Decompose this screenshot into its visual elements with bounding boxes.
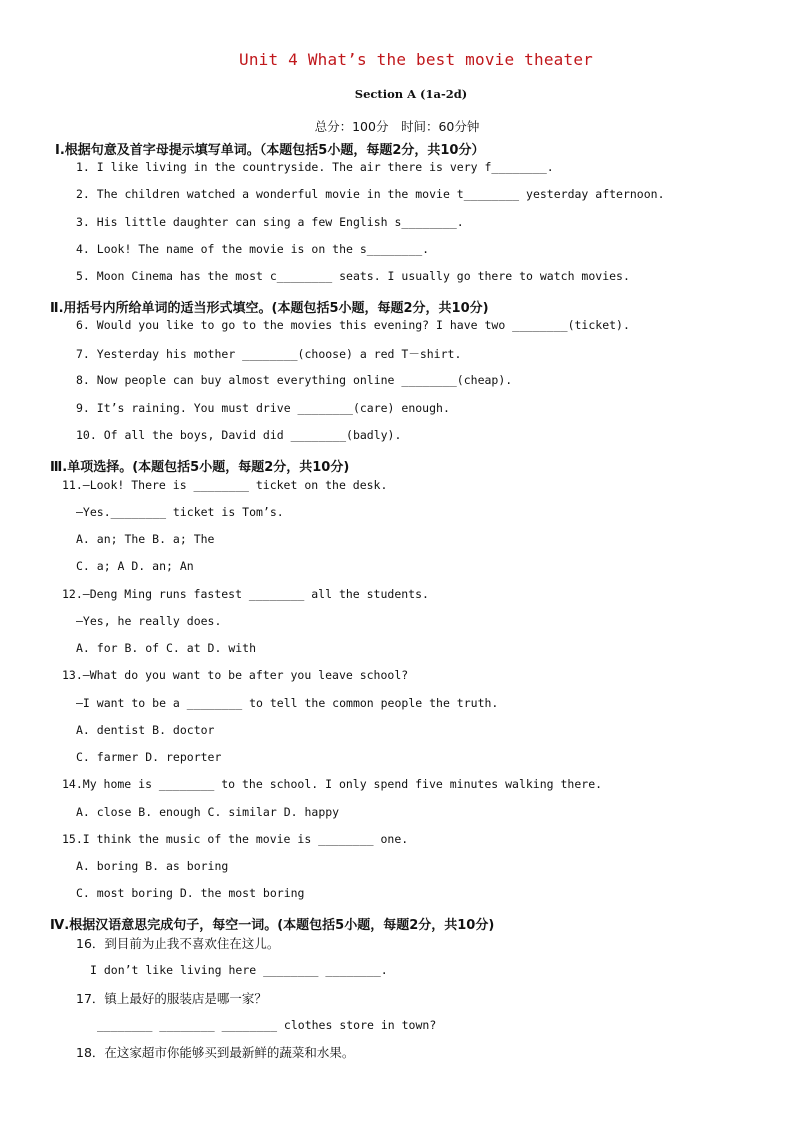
options-line: C. farmer D. reporter xyxy=(76,750,222,764)
question-line: 10. Of all the boys, David did ________(badly). xyxy=(76,428,402,442)
options-line: A. close B. enough C. similar D. happy xyxy=(76,805,340,819)
chinese-prompt: 18．在这家超市你能够买到最新鲜的蔬菜和水果。 xyxy=(76,1045,355,1060)
section-2-heading: Ⅱ.用括号内所给单词的适当形式填空。(本题包括5小题，每题2分，共10分) xyxy=(50,301,489,316)
options-line: A. for B. of C. at D. with xyxy=(76,641,257,655)
question-line: 9. It’s raining. You must drive ________(care) enough. xyxy=(76,401,450,415)
options-line: C. most boring D. the most boring xyxy=(76,886,305,900)
section-subtitle: Section A (1a-2d) xyxy=(354,87,468,101)
question-line: 5. Moon Cinema has the most c________ seats. I usually go there to watch movies. xyxy=(76,269,630,283)
answer-line: I don’t like living here ________ ________. xyxy=(90,963,388,977)
exam-meta: 总分：100分 时间：60分钟 xyxy=(314,119,480,134)
question-line: 13.—What do you want to be after you leave school? xyxy=(62,668,409,682)
options-line: A. dentist B. doctor xyxy=(76,723,215,737)
question-line: 15.I think the music of the movie is ________ one. xyxy=(62,832,409,846)
chinese-prompt: 16．到目前为止我不喜欢住在这儿。 xyxy=(76,936,280,951)
question-line: 12.—Deng Ming runs fastest ________ all the students. xyxy=(62,587,429,601)
page-title: Unit 4 What’s the best movie theater xyxy=(239,50,593,69)
answer-line: —I want to be a ________ to tell the common people the truth. xyxy=(76,696,499,710)
question-line: 1. I like living in the countryside. The air there is very f________. xyxy=(76,160,554,174)
chinese-prompt: 17．镇上最好的服装店是哪一家？ xyxy=(76,991,267,1006)
options-line: C. a; A D. an; An xyxy=(76,559,194,573)
question-line: 2. The children watched a wonderful movie in the movie t________ yesterday afternoon. xyxy=(76,187,665,201)
question-line: 11.—Look! There is ________ ticket on the desk. xyxy=(62,478,388,492)
section-4-heading: Ⅳ.根据汉语意思完成句子，每空一词。(本题包括5小题，每题2分，共10分) xyxy=(50,918,495,933)
answer-line: —Yes, he really does. xyxy=(76,614,222,628)
question-line: 3. His little daughter can sing a few English s________. xyxy=(76,215,464,229)
section-1-heading: Ⅰ.根据句意及首字母提示填写单词。（本题包括5小题，每题2分，共10分） xyxy=(55,143,485,158)
question-line: 8. Now people can buy almost everything online ________(cheap). xyxy=(76,373,513,387)
answer-line: ________ ________ ________ clothes store in town? xyxy=(97,1018,437,1032)
options-line: A. boring B. as boring xyxy=(76,859,229,873)
answer-line: —Yes.________ ticket is Tom’s. xyxy=(76,505,284,519)
question-line: 7. Yesterday his mother ________(choose) a red T－shirt. xyxy=(76,347,462,361)
question-line: 6. Would you like to go to the movies this evening? I have two ________(ticket). xyxy=(76,318,630,332)
section-3-heading: Ⅲ.单项选择。(本题包括5小题，每题2分，共10分) xyxy=(50,460,350,475)
question-line: 14.My home is ________ to the school. I only spend five minutes walking there. xyxy=(62,777,603,791)
options-line: A. an; The B. a; The xyxy=(76,532,215,546)
question-line: 4. Look! The name of the movie is on the s________. xyxy=(76,242,430,256)
